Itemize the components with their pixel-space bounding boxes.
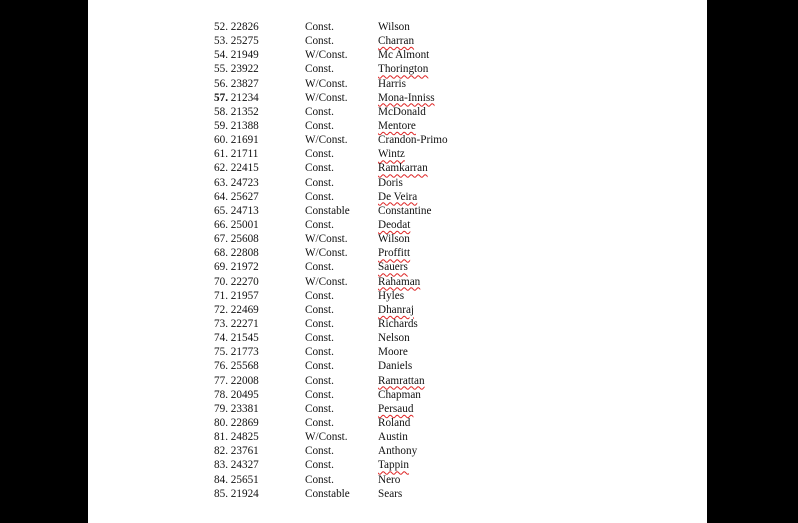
list-item — [88, 34, 707, 48]
entry-index: 62. — [214, 162, 228, 175]
list-item — [88, 275, 707, 289]
entry-index: 55. — [214, 63, 228, 76]
entry-number — [214, 359, 259, 373]
badge-number: 21388 — [230, 119, 259, 132]
officer-name-text: McDonald — [378, 105, 426, 118]
badge-number: 24327 — [230, 459, 259, 472]
badge-number: 23827 — [230, 77, 259, 90]
officer-name — [378, 430, 408, 444]
officer-name-text: Hyles — [378, 289, 405, 302]
list-item — [88, 161, 707, 175]
rank: Const. — [305, 176, 334, 189]
badge-number: 25568 — [230, 360, 259, 373]
list-item — [88, 77, 707, 91]
entry-index: 60. — [214, 134, 228, 147]
rank: W/Const. — [305, 49, 348, 62]
entry-number — [214, 374, 259, 388]
rank: Const. — [305, 190, 334, 203]
officer-name-text: Persaud — [378, 402, 414, 415]
officer-name — [378, 161, 428, 175]
entry-number — [214, 34, 259, 48]
entry-index: 72. — [214, 303, 228, 316]
entry-number — [214, 176, 259, 190]
rank: Const. — [305, 360, 334, 373]
badge-number: 22270 — [230, 275, 259, 288]
entry-index: 61. — [214, 148, 228, 161]
rank: Const. — [305, 162, 334, 175]
rank: Constable — [305, 204, 350, 217]
officer-name — [378, 416, 410, 430]
officer-name — [378, 62, 428, 76]
entry-index: 53. — [214, 35, 228, 48]
entry-number — [214, 204, 259, 218]
entry-number — [214, 402, 259, 416]
officer-name-text: Sears — [378, 487, 403, 500]
rank: Const. — [305, 21, 334, 33]
badge-number: 25608 — [230, 233, 259, 246]
document-page — [88, 0, 707, 523]
entry-index: 85. — [214, 487, 228, 500]
badge-number: 21957 — [230, 289, 259, 302]
list-item — [88, 246, 707, 260]
officer-name — [378, 34, 414, 48]
officer-name — [378, 246, 410, 260]
list-item — [88, 458, 707, 472]
badge-number: 25627 — [230, 190, 259, 203]
entry-index: 66. — [214, 218, 228, 231]
entry-number — [214, 444, 259, 458]
entry-number — [214, 246, 259, 260]
officer-name-text: Moore — [378, 346, 408, 359]
entry-number — [214, 416, 259, 430]
badge-number: 21545 — [230, 332, 259, 345]
rank: Const. — [305, 374, 334, 387]
officer-name — [378, 289, 404, 303]
officer-name — [378, 260, 408, 274]
officer-name-text: Proffitt — [378, 247, 411, 260]
officer-name-text: Dhanraj — [378, 303, 415, 316]
entry-number — [214, 190, 259, 204]
officer-name — [378, 402, 413, 416]
badge-number: 22469 — [230, 303, 259, 316]
officer-name-text: Sauers — [378, 261, 408, 274]
badge-number: 21949 — [230, 49, 259, 62]
rank: Const. — [305, 445, 334, 458]
badge-number: 21352 — [230, 105, 259, 118]
officer-name-text: Austin — [378, 431, 408, 444]
list-item — [88, 416, 707, 430]
entry-index: 81. — [214, 431, 228, 444]
officer-name-text: Constantine — [378, 204, 432, 217]
entry-number — [214, 105, 259, 119]
entry-number — [214, 303, 259, 317]
badge-number: 24723 — [230, 176, 259, 189]
entry-number — [214, 62, 259, 76]
entry-number — [214, 218, 259, 232]
officer-name-text: De Veira — [378, 190, 418, 203]
badge-number: 25001 — [230, 218, 259, 231]
list-item — [88, 176, 707, 190]
officer-name — [378, 303, 414, 317]
officer-name-text: Tappin — [378, 459, 409, 472]
entry-number — [214, 232, 259, 246]
list-item — [88, 260, 707, 274]
officer-name — [378, 133, 448, 147]
list-item — [88, 91, 707, 105]
roster-list — [88, 20, 707, 501]
entry-index: 84. — [214, 473, 228, 486]
officer-name — [378, 105, 426, 119]
list-item — [88, 317, 707, 331]
officer-name-text: Ramkarran — [378, 162, 428, 175]
officer-name — [378, 458, 409, 472]
badge-number: 23381 — [230, 402, 259, 415]
rank: W/Const. — [305, 431, 348, 444]
list-item — [88, 331, 707, 345]
badge-number: 25651 — [230, 473, 259, 486]
officer-name — [378, 77, 406, 91]
officer-name-text: Charran — [378, 35, 415, 48]
entry-index: 68. — [214, 247, 228, 260]
entry-number — [214, 317, 259, 331]
officer-name-text: Mentore — [378, 119, 416, 132]
list-item — [88, 487, 707, 501]
list-item — [88, 190, 707, 204]
list-item — [88, 345, 707, 359]
rank: Const. — [305, 218, 334, 231]
entry-index: 83. — [214, 459, 228, 472]
list-item — [88, 289, 707, 303]
entry-number — [214, 91, 259, 105]
badge-number: 20495 — [230, 388, 259, 401]
entry-index: 59. — [214, 119, 228, 132]
entry-number — [214, 133, 259, 147]
officer-name-text: Nelson — [378, 332, 410, 345]
badge-number: 21691 — [230, 134, 259, 147]
list-item — [88, 147, 707, 161]
list-item — [88, 430, 707, 444]
rank: Const. — [305, 303, 334, 316]
rank: Const. — [305, 119, 334, 132]
badge-number: 21773 — [230, 346, 259, 359]
entry-number — [214, 77, 259, 91]
entry-index: 64. — [214, 190, 228, 203]
list-item — [88, 444, 707, 458]
officer-name — [378, 473, 400, 487]
entry-index: 73. — [214, 317, 228, 330]
officer-name-text: Ramrattan — [378, 374, 425, 387]
list-item — [88, 133, 707, 147]
entry-number — [214, 289, 259, 303]
officer-name-text: Deodat — [378, 218, 411, 231]
entry-index: 70. — [214, 275, 228, 288]
rank: Constable — [305, 487, 350, 500]
list-item — [88, 20, 707, 34]
officer-name — [378, 48, 429, 62]
badge-number: 25275 — [230, 35, 259, 48]
officer-name — [378, 444, 417, 458]
list-item — [88, 388, 707, 402]
entry-number — [214, 161, 259, 175]
list-item — [88, 48, 707, 62]
officer-name-text: Wintz — [378, 148, 405, 161]
entry-index: 67. — [214, 233, 228, 246]
rank: Const. — [305, 317, 334, 330]
entry-number — [214, 48, 259, 62]
officer-name — [378, 204, 431, 218]
badge-number: 22271 — [230, 317, 259, 330]
officer-name — [378, 331, 410, 345]
list-item — [88, 119, 707, 133]
rank: Const. — [305, 473, 334, 486]
entry-index: 79. — [214, 402, 228, 415]
badge-number: 21972 — [230, 261, 259, 274]
entry-index: 57. — [214, 91, 228, 104]
officer-name-text: Mona-Inniss — [378, 91, 435, 104]
officer-name — [378, 388, 421, 402]
officer-name-text: Chapman — [378, 388, 421, 401]
officer-name-text: Wilson — [378, 21, 410, 33]
entry-index: 63. — [214, 176, 228, 189]
badge-number: 22008 — [230, 374, 259, 387]
list-item — [88, 374, 707, 388]
entry-number — [214, 20, 259, 34]
list-item — [88, 62, 707, 76]
officer-name-text: Anthony — [378, 445, 418, 458]
officer-name — [378, 345, 408, 359]
officer-name-text: Crandon-Primo — [378, 134, 448, 147]
entry-number — [214, 388, 259, 402]
officer-name-text: Rahaman — [378, 275, 421, 288]
officer-name-text: Thorington — [378, 63, 429, 76]
officer-name-text: Mc Almont — [378, 49, 430, 62]
list-item — [88, 359, 707, 373]
badge-number: 21234 — [230, 91, 259, 104]
rank: Const. — [305, 332, 334, 345]
rank: W/Const. — [305, 134, 348, 147]
entry-index: 77. — [214, 374, 228, 387]
entry-number — [214, 147, 258, 161]
entry-index: 52. — [214, 21, 228, 33]
officer-name — [378, 91, 435, 105]
badge-number: 22415 — [230, 162, 259, 175]
badge-number: 22869 — [230, 416, 259, 429]
officer-name — [378, 232, 410, 246]
rank: Const. — [305, 416, 334, 429]
rank: Const. — [305, 346, 334, 359]
rank: Const. — [305, 35, 334, 48]
rank: Const. — [305, 261, 334, 274]
officer-name-text: Harris — [378, 77, 406, 90]
rank: Const. — [305, 105, 334, 118]
list-item — [88, 402, 707, 416]
entry-number — [214, 275, 259, 289]
officer-name — [378, 190, 417, 204]
badge-number: 21924 — [230, 487, 259, 500]
rank: Const. — [305, 289, 334, 302]
officer-name — [378, 218, 410, 232]
entry-number — [214, 345, 259, 359]
badge-number: 23922 — [230, 63, 259, 76]
officer-name — [378, 20, 410, 34]
entry-index: 78. — [214, 388, 228, 401]
entry-index: 69. — [214, 261, 228, 274]
entry-index: 80. — [214, 416, 228, 429]
entry-index: 74. — [214, 332, 228, 345]
list-item — [88, 303, 707, 317]
badge-number: 24825 — [230, 431, 259, 444]
rank: W/Const. — [305, 247, 348, 260]
rank: Const. — [305, 63, 334, 76]
officer-name-text: Doris — [378, 176, 403, 189]
badge-number: 22826 — [230, 21, 259, 33]
rank: W/Const. — [305, 275, 348, 288]
officer-name — [378, 119, 416, 133]
badge-number: 23761 — [230, 445, 259, 458]
entry-number — [214, 473, 259, 487]
rank: Const. — [305, 388, 334, 401]
officer-name — [378, 359, 412, 373]
list-item — [88, 473, 707, 487]
officer-name — [378, 487, 402, 501]
list-item — [88, 232, 707, 246]
list-item — [88, 218, 707, 232]
officer-name-text: Roland — [378, 416, 411, 429]
entry-index: 75. — [214, 346, 228, 359]
rank: W/Const. — [305, 91, 348, 104]
entry-number — [214, 487, 259, 501]
badge-number: 21711 — [230, 148, 259, 161]
entry-number — [214, 331, 259, 345]
rank: Const. — [305, 148, 334, 161]
badge-number: 24713 — [230, 204, 259, 217]
rank: W/Const. — [305, 77, 348, 90]
entry-number — [214, 119, 259, 133]
entry-number — [214, 260, 259, 274]
officer-name — [378, 147, 405, 161]
officer-name — [378, 275, 420, 289]
entry-index: 65. — [214, 204, 228, 217]
entry-index: 58. — [214, 105, 228, 118]
officer-name-text: Daniels — [378, 360, 413, 373]
entry-index: 56. — [214, 77, 228, 90]
entry-index: 76. — [214, 360, 228, 373]
badge-number: 22808 — [230, 247, 259, 260]
rank: W/Const. — [305, 233, 348, 246]
officer-name — [378, 317, 418, 331]
entry-index: 71. — [214, 289, 228, 302]
entry-number — [214, 458, 259, 472]
list-item — [88, 204, 707, 218]
list-item — [88, 105, 707, 119]
entry-index: 82. — [214, 445, 228, 458]
entry-number — [214, 430, 259, 444]
rank: Const. — [305, 459, 334, 472]
entry-index: 54. — [214, 49, 228, 62]
officer-name-text: Richards — [378, 317, 418, 330]
officer-name-text: Wilson — [378, 233, 410, 246]
rank: Const. — [305, 402, 334, 415]
officer-name — [378, 374, 425, 388]
officer-name-text: Nero — [378, 473, 401, 486]
officer-name — [378, 176, 403, 190]
